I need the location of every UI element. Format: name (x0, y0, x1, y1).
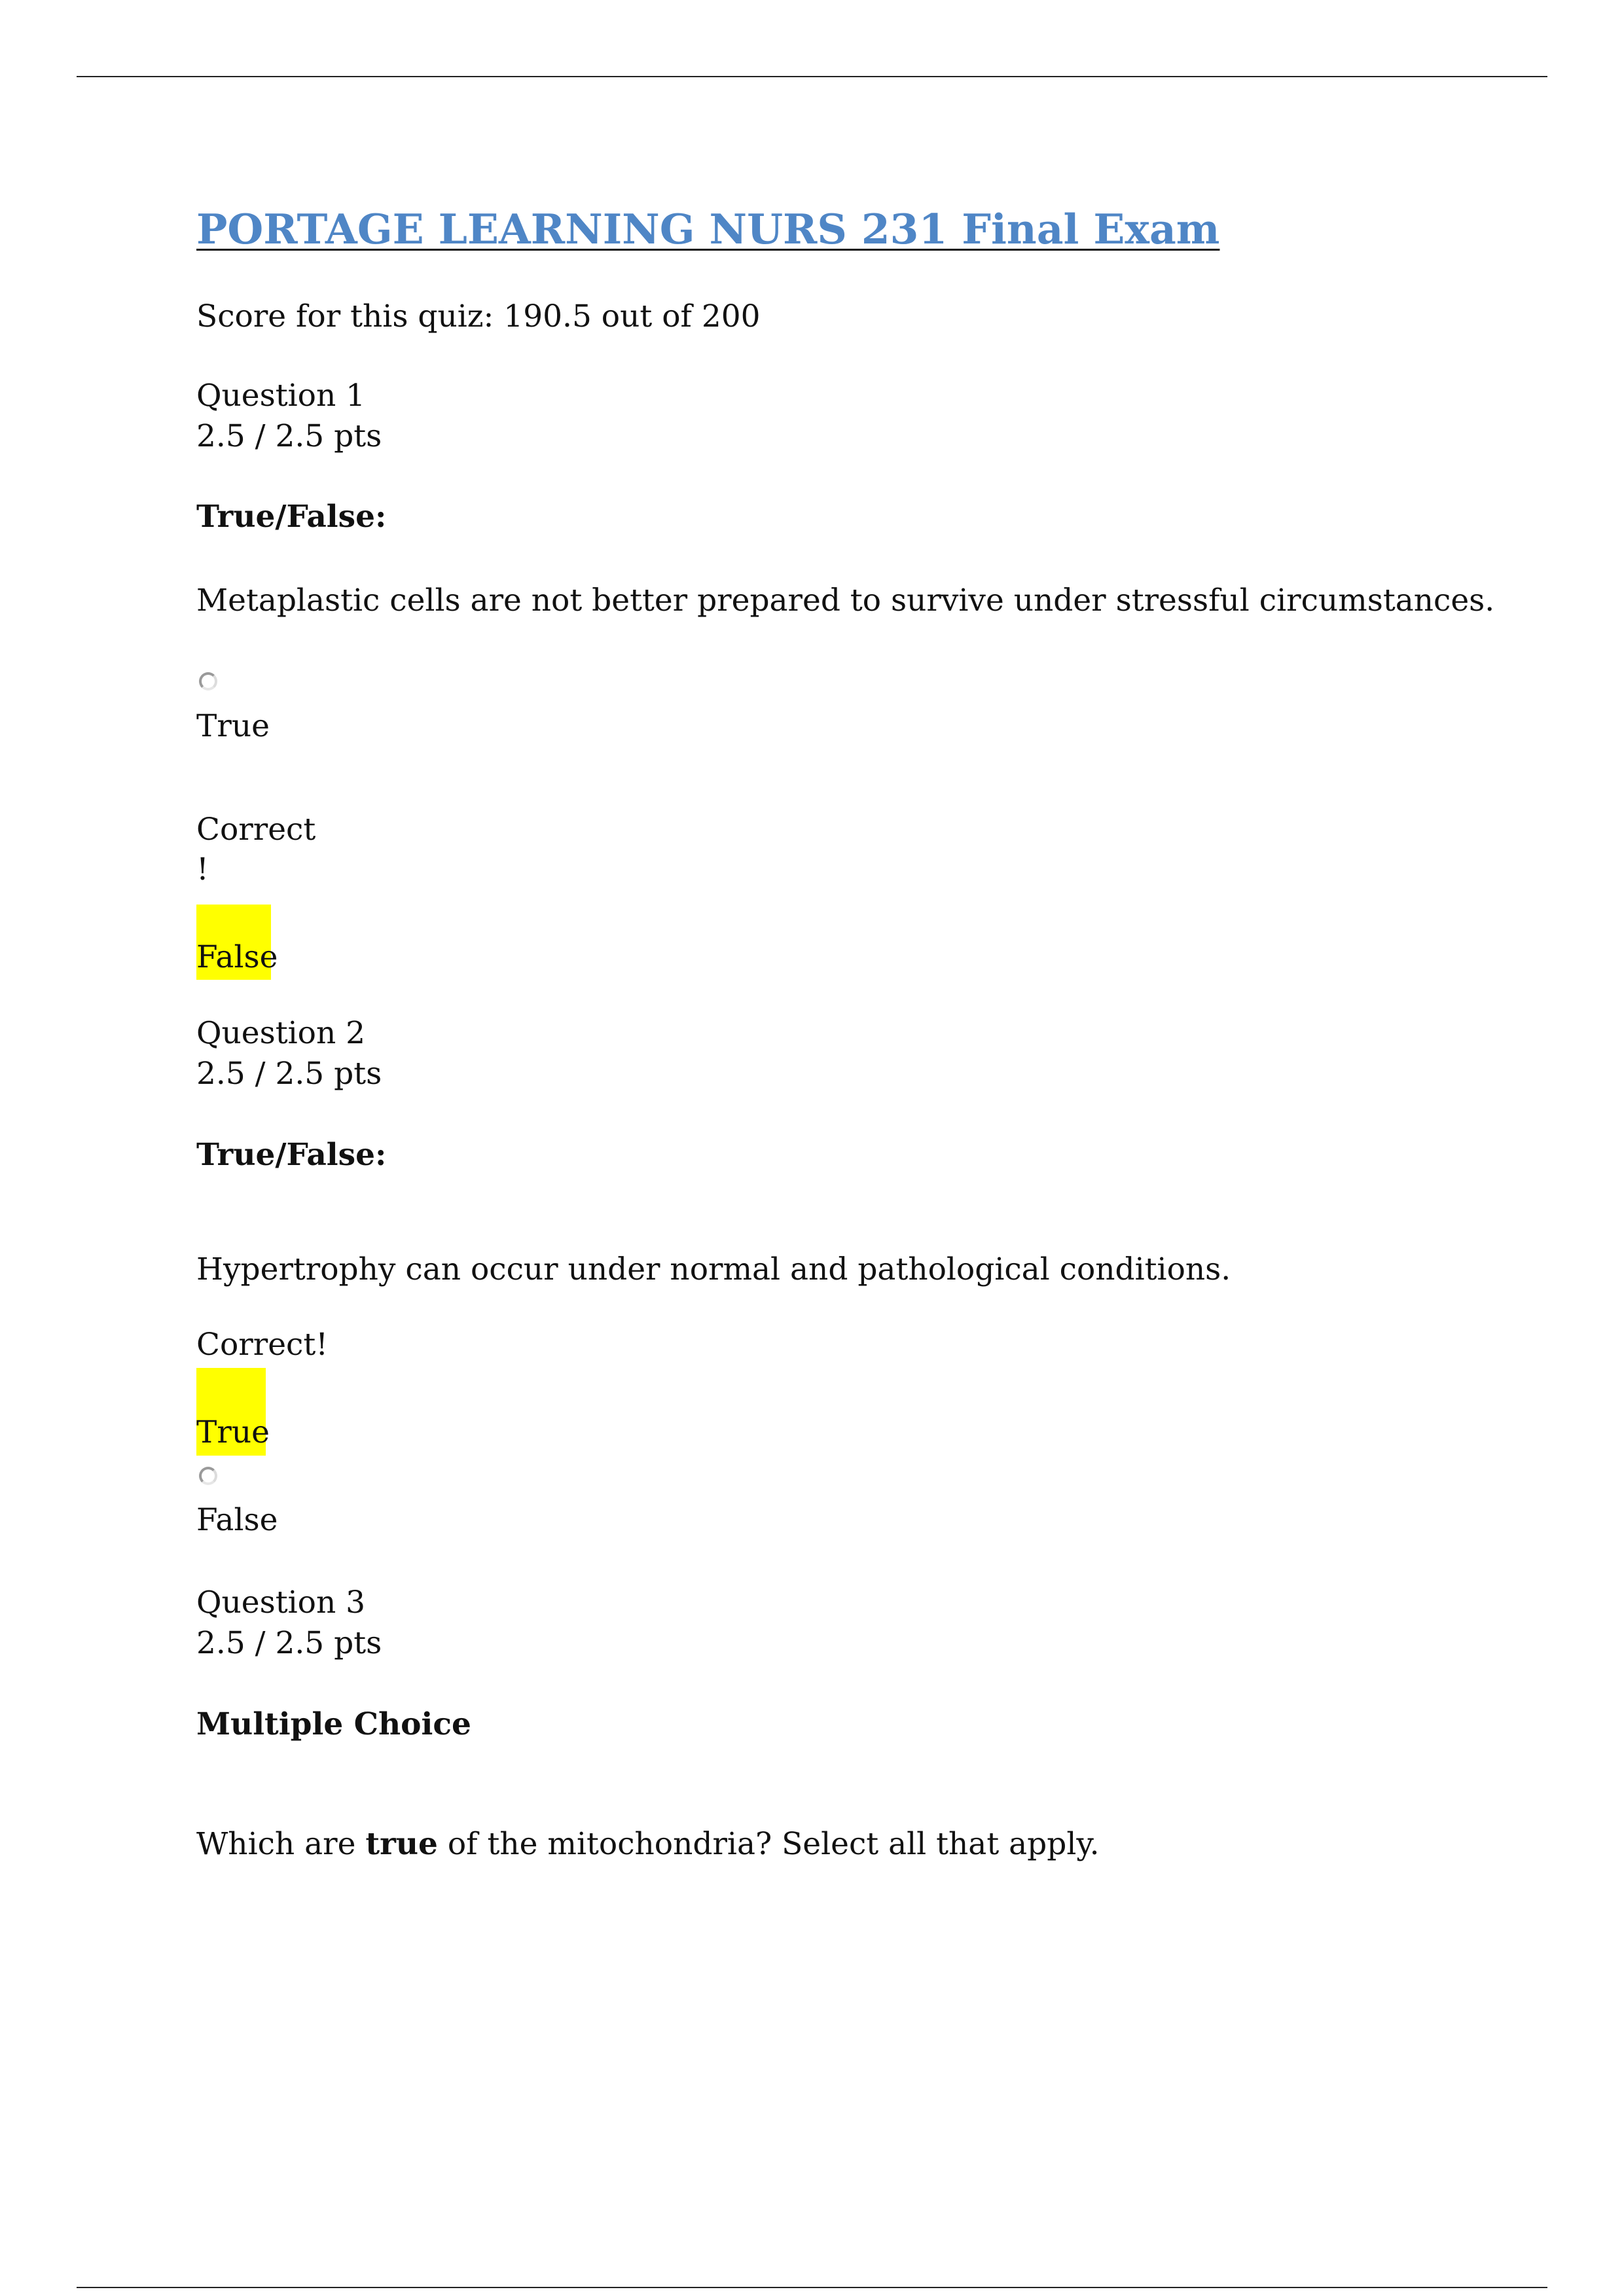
page-title: PORTAGE LEARNING NURS 231 Final Exam (196, 205, 1220, 253)
question-2-correct-label: Correct! (196, 1327, 329, 1363)
question-2-option-false[interactable]: False (196, 1502, 278, 1538)
footer-rule (77, 2287, 1547, 2288)
question-1-type: True/False: (196, 499, 387, 535)
question-3-prompt (196, 1827, 1100, 1862)
question-1-option-false[interactable]: False (196, 939, 278, 975)
question-2-prompt: Hypertrophy can occur under normal and pathological conditions. (196, 1251, 1231, 1287)
question-2-type: True/False: (196, 1137, 387, 1173)
question-1-correct-label: Correct (196, 812, 316, 848)
question-1-radio-true[interactable] (199, 672, 217, 691)
question-3-type: Multiple Choice (196, 1706, 471, 1742)
question-3-prompt-end: of the mitochondria? Select all that apply. (437, 1826, 1100, 1862)
question-1-prompt: Metaplastic cells are not better prepared to survive under stressful circumstances. (196, 583, 1495, 619)
quiz-score: Score for this quiz: 190.5 out of 200 (196, 298, 761, 334)
question-3-number: Question 3 (196, 1585, 366, 1621)
question-1-option-true[interactable]: True (196, 708, 270, 744)
question-2-points: 2.5 / 2.5 pts (196, 1056, 382, 1092)
question-3-prompt-emphasis: true (365, 1826, 438, 1862)
question-1-number: Question 1 (196, 378, 366, 414)
question-3-points: 2.5 / 2.5 pts (196, 1625, 382, 1661)
question-2-number: Question 2 (196, 1015, 366, 1051)
header-rule (77, 76, 1547, 77)
question-3-prompt-start: Which are (196, 1826, 366, 1862)
question-2-option-true[interactable]: True (196, 1414, 270, 1450)
question-1-correct-mark: ! (196, 852, 209, 888)
question-2-radio-false[interactable] (199, 1467, 217, 1485)
question-1-points: 2.5 / 2.5 pts (196, 418, 382, 454)
